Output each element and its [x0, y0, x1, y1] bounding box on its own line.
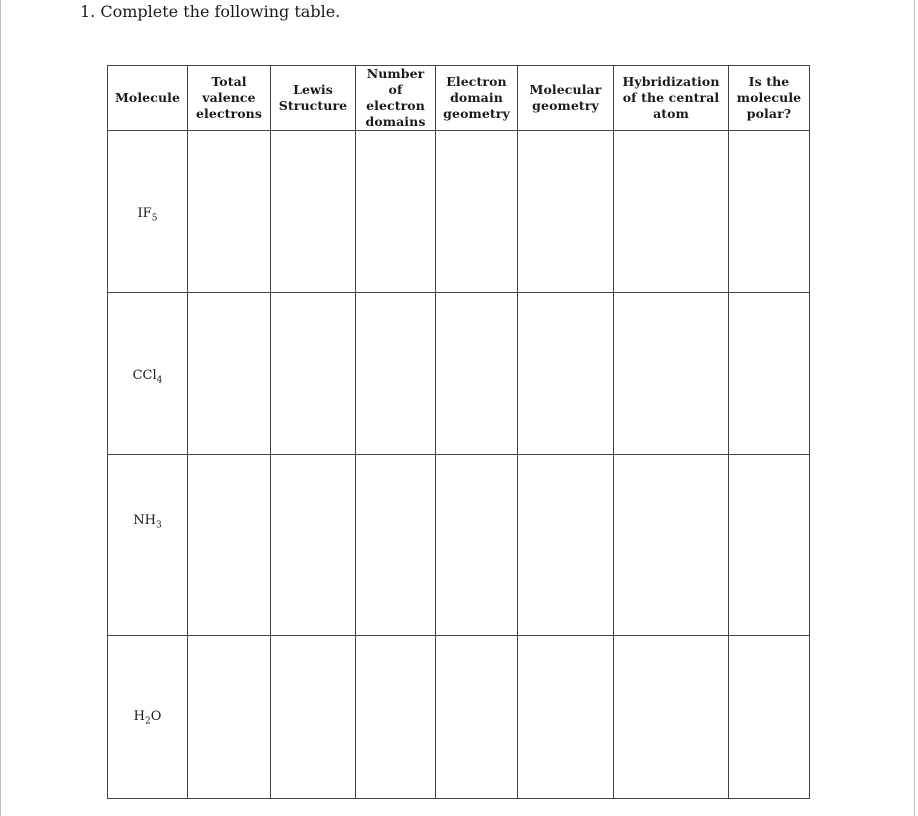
total-valence-electrons-cell[interactable] — [188, 293, 271, 455]
electron-domain-geometry-cell[interactable] — [436, 293, 518, 455]
table-row — [108, 131, 810, 293]
electron-domains-cell[interactable] — [356, 293, 436, 455]
header-electron-domain-geometry: Electron domain geometry — [436, 66, 518, 131]
lewis-structure-cell[interactable] — [271, 636, 356, 799]
molecule-cell — [108, 455, 188, 636]
molecular-geometry-cell[interactable] — [518, 636, 614, 799]
electron-domains-cell[interactable] — [356, 455, 436, 636]
molecule-cell — [108, 293, 188, 455]
molecule-label: CCl$_4$ — [132, 368, 163, 386]
header-total-valence-electrons: Total valence electrons — [188, 66, 271, 131]
header-molecular-geometry: Molecular geometry — [518, 66, 614, 131]
molecule-label: $IF_5$ — [137, 206, 158, 224]
hybridization-cell[interactable] — [614, 455, 729, 636]
lewis-structure-cell[interactable] — [271, 455, 356, 636]
molecular-geometry-cell[interactable] — [518, 293, 614, 455]
molecular-geometry-cell[interactable] — [518, 131, 614, 293]
page-edge-right — [914, 0, 915, 816]
molecule-table — [107, 65, 810, 799]
header-molecule: Molecule — [108, 66, 188, 131]
polarity-cell[interactable] — [729, 636, 810, 799]
molecular-geometry-cell[interactable] — [518, 455, 614, 636]
hybridization-cell[interactable] — [614, 131, 729, 293]
lewis-structure-cell[interactable] — [271, 131, 356, 293]
polarity-cell[interactable] — [729, 455, 810, 636]
table-row — [108, 293, 810, 455]
polarity-cell[interactable] — [729, 131, 810, 293]
total-valence-electrons-cell[interactable] — [188, 131, 271, 293]
electron-domain-geometry-cell[interactable] — [436, 455, 518, 636]
table-row — [108, 455, 810, 636]
electron-domain-geometry-cell[interactable] — [436, 131, 518, 293]
header-number-of-electron-domains: Number of electron domains — [356, 66, 436, 131]
molecule-label: $NH_3$ — [133, 513, 162, 531]
electron-domains-cell[interactable] — [356, 636, 436, 799]
electron-domains-cell[interactable] — [356, 131, 436, 293]
table-row — [108, 636, 810, 799]
molecule-cell — [108, 636, 188, 799]
total-valence-electrons-cell[interactable] — [188, 636, 271, 799]
lewis-structure-cell[interactable] — [271, 293, 356, 455]
page-edge-left — [0, 0, 1, 816]
header-lewis-structure: Lewis Structure — [271, 66, 356, 131]
polarity-cell[interactable] — [729, 293, 810, 455]
hybridization-cell[interactable] — [614, 636, 729, 799]
molecule-cell — [108, 131, 188, 293]
total-valence-electrons-cell[interactable] — [188, 455, 271, 636]
header-is-polar: Is the molecule polar? — [729, 66, 810, 131]
header-row — [108, 66, 810, 131]
header-hybridization: Hybridization of the central atom — [614, 66, 729, 131]
electron-domain-geometry-cell[interactable] — [436, 636, 518, 799]
hybridization-cell[interactable] — [614, 293, 729, 455]
instruction-text: 1. Complete the following table. — [80, 2, 341, 21]
molecule-label: $H_2O$ — [133, 709, 162, 727]
